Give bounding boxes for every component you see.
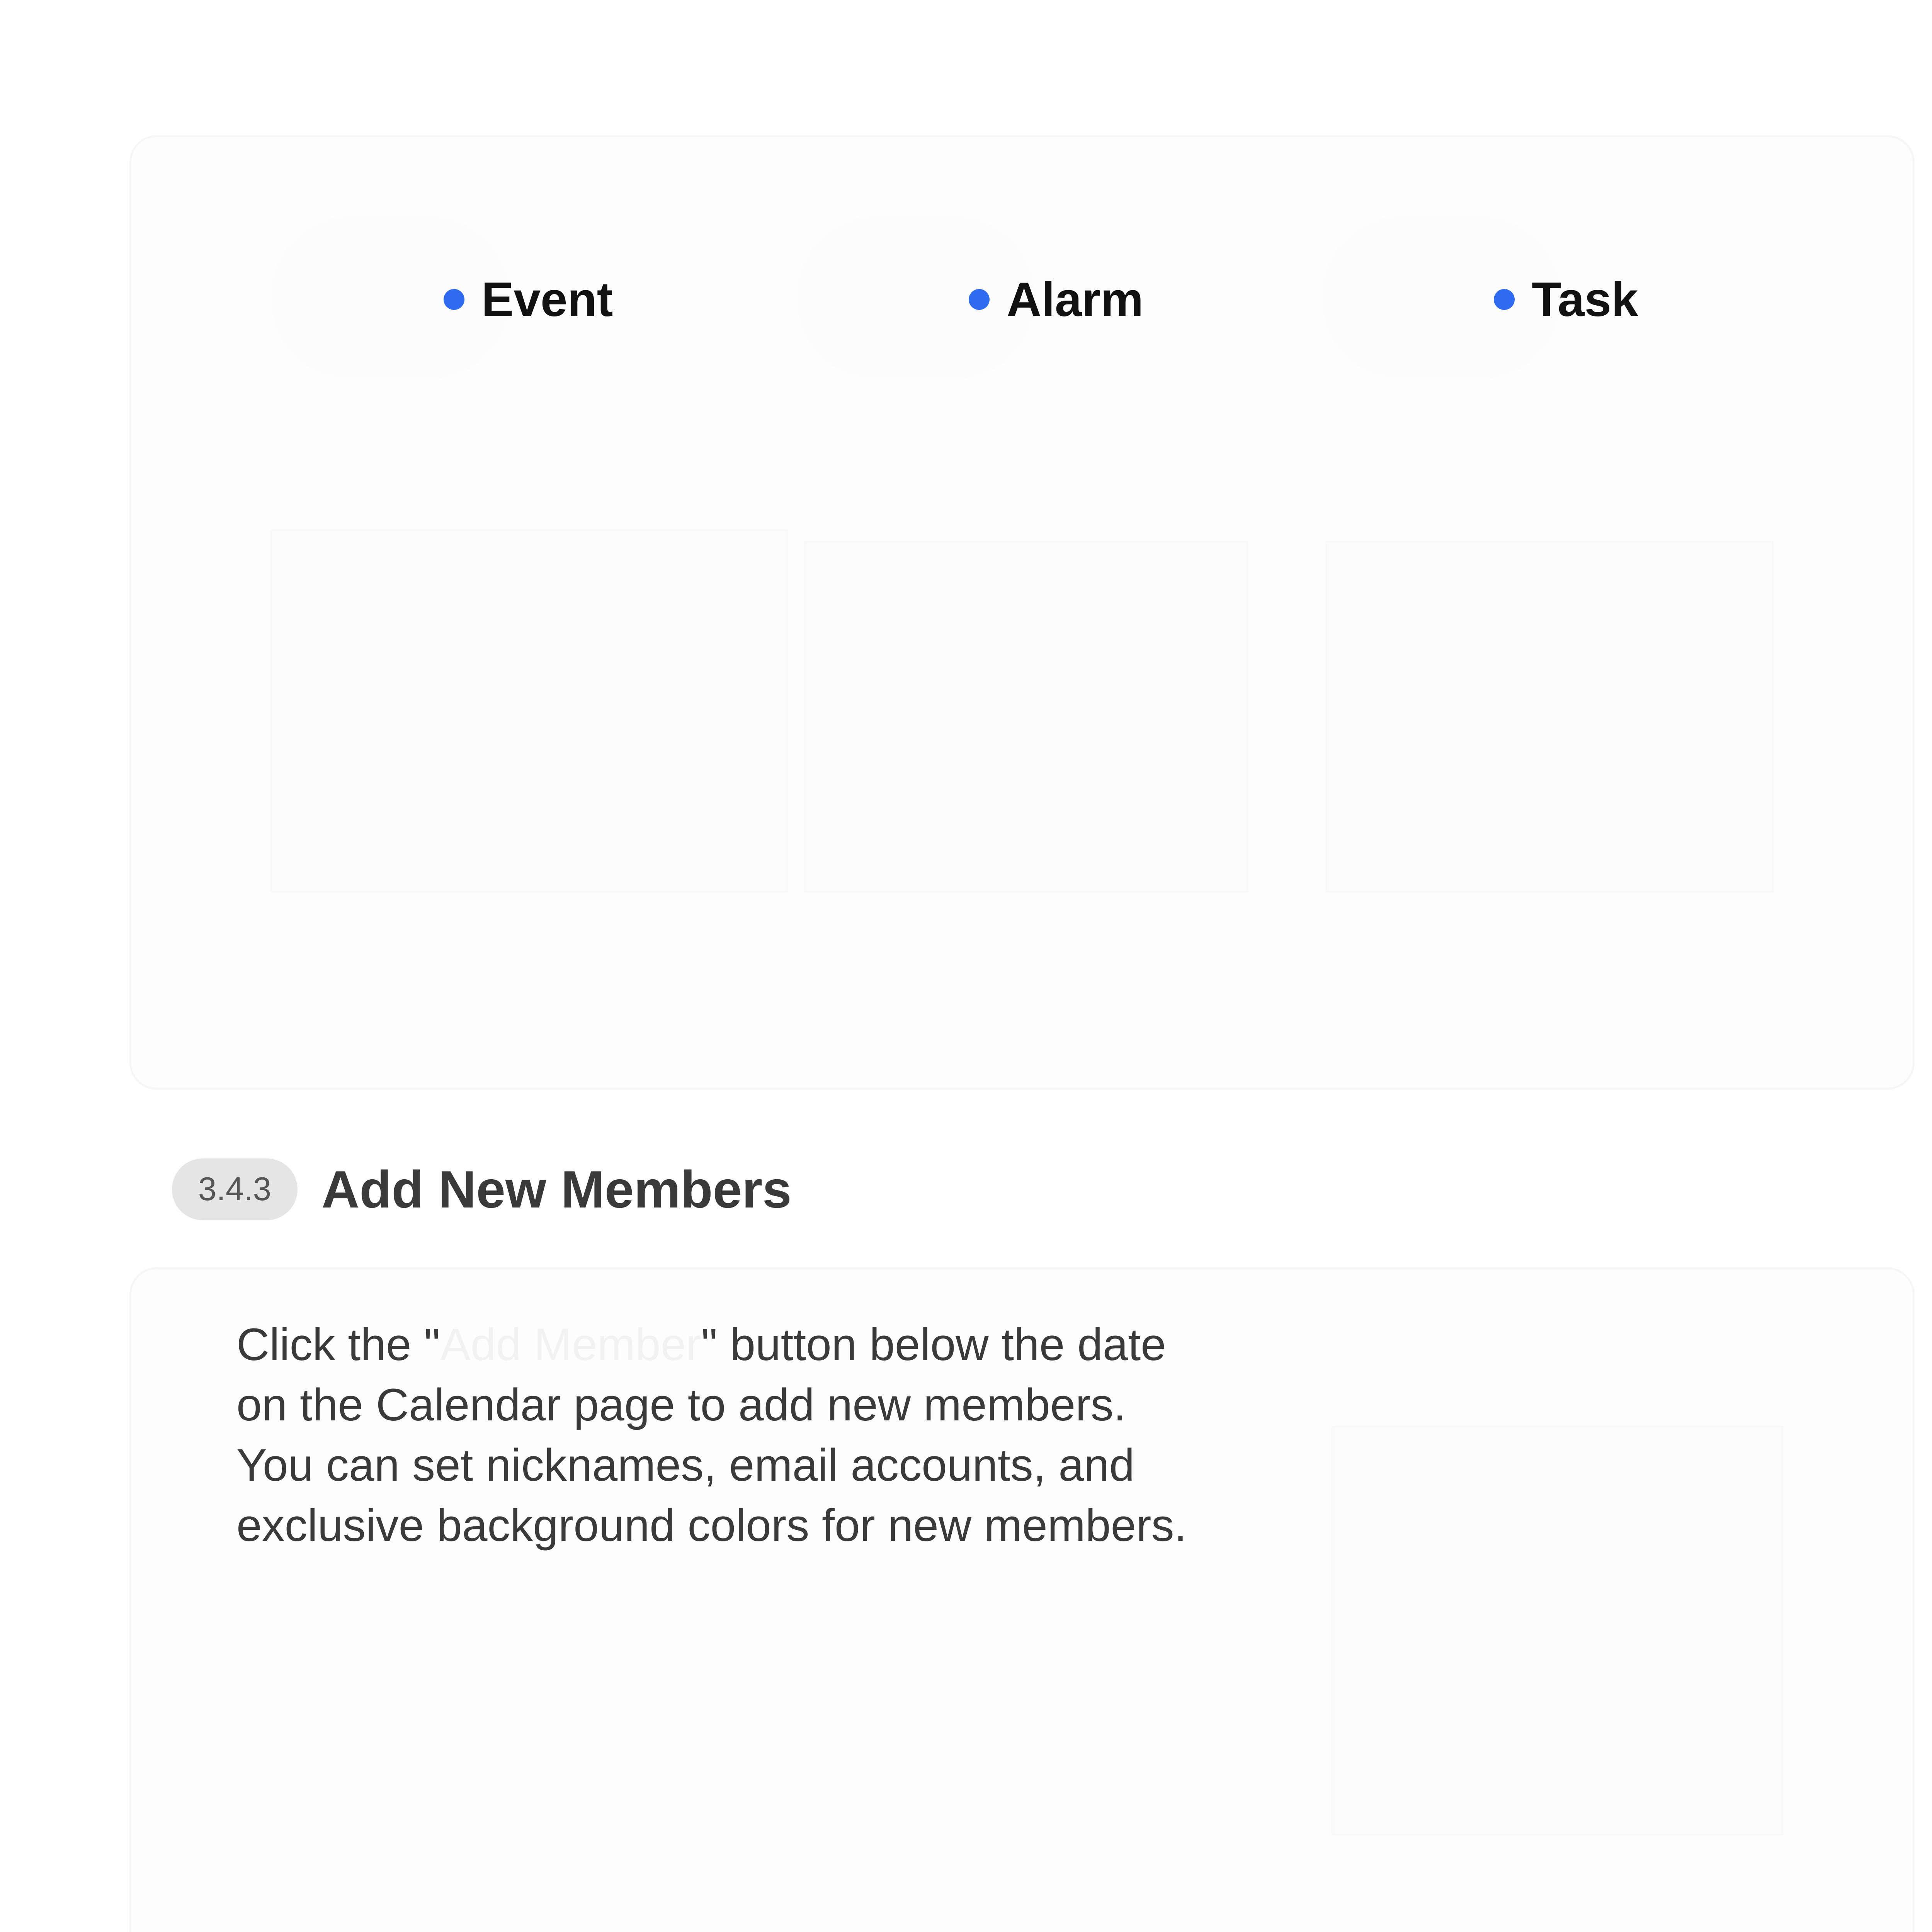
- section-title: Add New Members: [321, 1160, 792, 1219]
- text-line: Click the "Add Member" button below the date: [236, 1319, 1166, 1370]
- text-line: exclusive background colors for new members.: [236, 1500, 1187, 1551]
- section-heading-3-4-3: [172, 1157, 792, 1221]
- event-screenshot-placeholder: [270, 529, 788, 893]
- alarm-screenshot-placeholder: [804, 541, 1248, 893]
- blue-dot-icon: [969, 289, 990, 310]
- blue-dot-icon: [444, 289, 464, 310]
- legend-task: [1494, 269, 1638, 330]
- text-line: You can set nicknames, email accounts, and: [236, 1440, 1135, 1491]
- legend-event: [444, 269, 613, 330]
- add-member-screenshot-placeholder: [1331, 1426, 1783, 1835]
- add-member-description: [236, 1315, 1357, 1556]
- legend-task-label: Task: [1532, 272, 1638, 327]
- legend-alarm: [969, 269, 1143, 330]
- text-line: on the Calendar page to add new members.: [236, 1379, 1126, 1430]
- blue-dot-icon: [1494, 289, 1515, 310]
- legend-event-label: Event: [481, 272, 613, 327]
- task-screenshot-placeholder: [1325, 541, 1774, 893]
- legend-alarm-label: Alarm: [1007, 272, 1144, 327]
- section-number-badge: 3.4.3: [172, 1158, 298, 1220]
- add-member-button-reference: Add Member: [440, 1319, 701, 1370]
